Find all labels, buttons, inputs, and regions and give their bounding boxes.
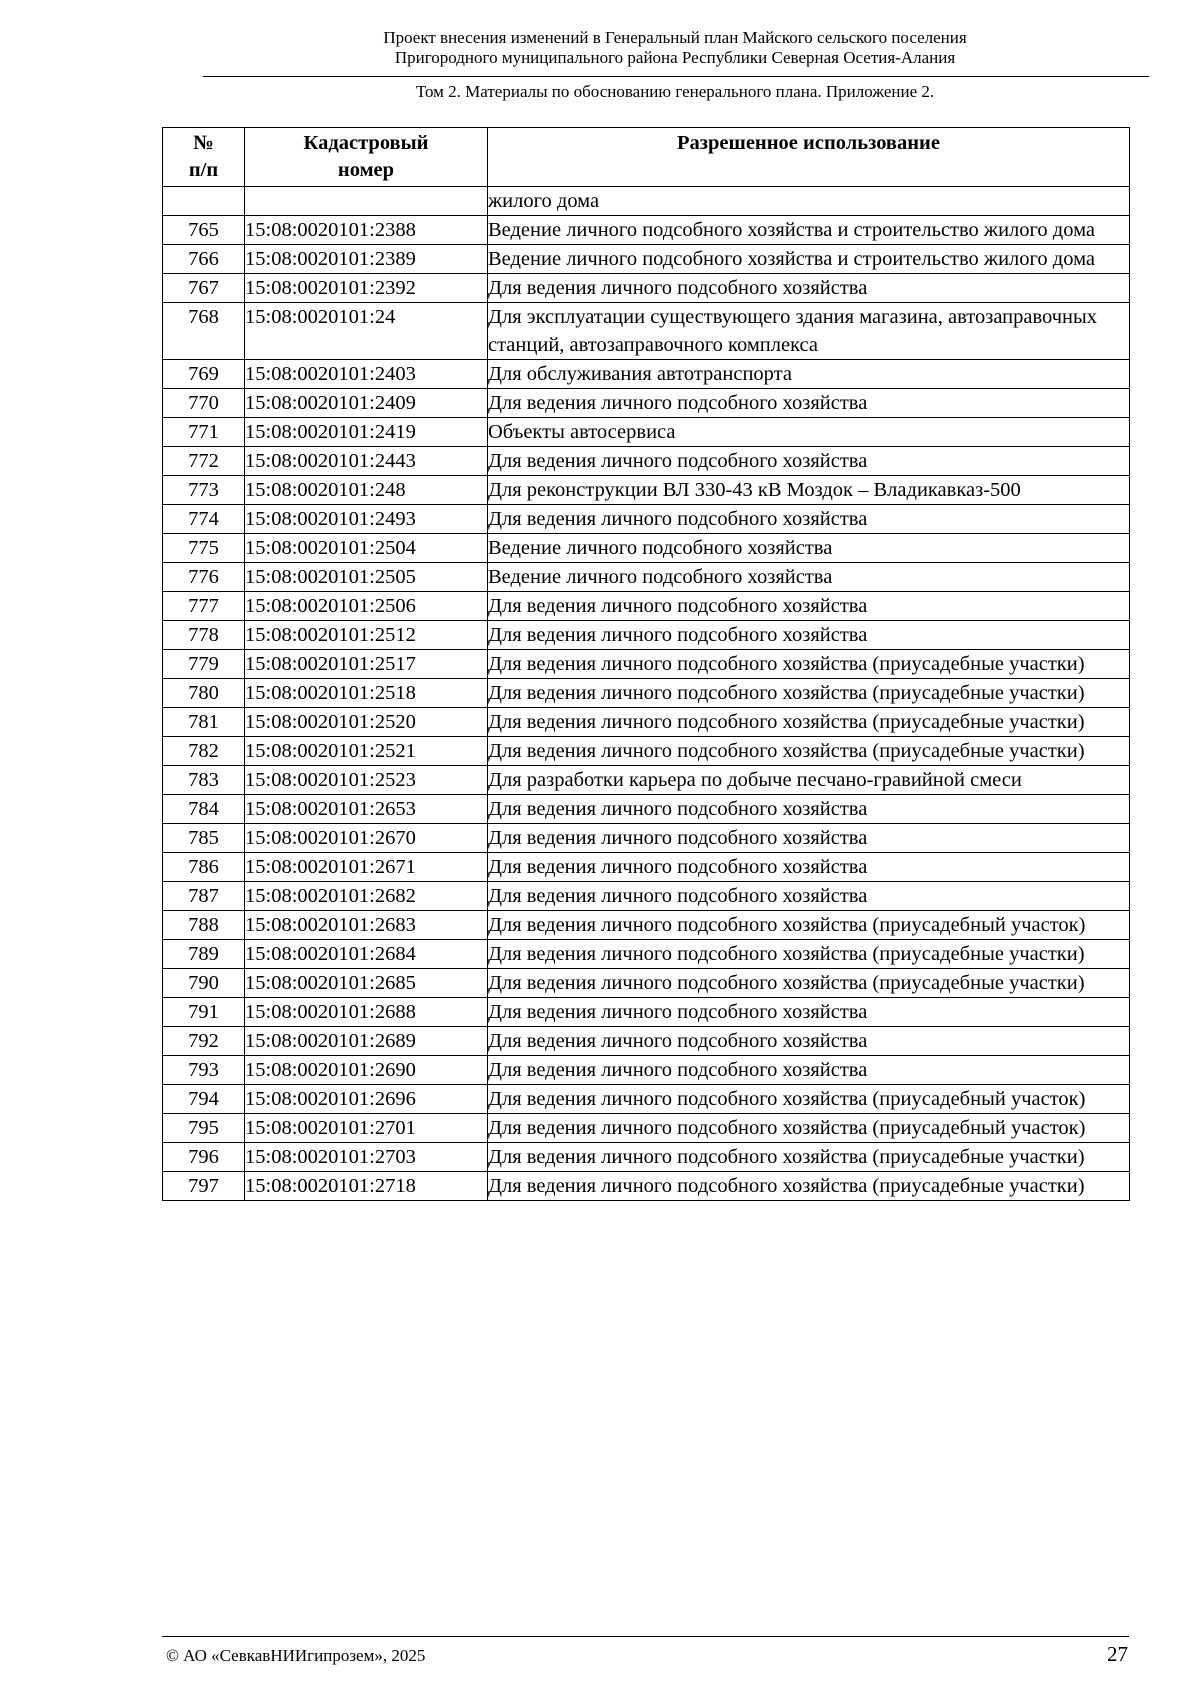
row-number-cell: 778 (163, 621, 245, 650)
row-number-cell: 794 (163, 1085, 245, 1114)
cadastral-number-cell: 15:08:0020101:2701 (245, 1114, 488, 1143)
table-row (163, 824, 1130, 853)
permitted-use-cell: Для ведения личного подсобного хозяйства (488, 1027, 1130, 1056)
table-row (163, 389, 1130, 418)
table-row (163, 1056, 1130, 1085)
table-row (163, 708, 1130, 737)
cadastral-number-cell: 15:08:0020101:2696 (245, 1085, 488, 1114)
permitted-use-cell: Для ведения личного подсобного хозяйства (488, 795, 1130, 824)
permitted-use-cell: Для ведения личного подсобного хозяйства (488, 592, 1130, 621)
row-number-cell: 776 (163, 563, 245, 592)
cadastral-number-cell: 15:08:0020101:2504 (245, 534, 488, 563)
permitted-use-cell: Для ведения личного подсобного хозяйства (приусадебные участки) (488, 679, 1130, 708)
cadastral-number-cell: 15:08:0020101:2443 (245, 447, 488, 476)
cadastral-number-cell: 15:08:0020101:2670 (245, 824, 488, 853)
permitted-use-cell: Для ведения личного подсобного хозяйства (приусадебные участки) (488, 708, 1130, 737)
header-line-2: Пригородного муниципального района Республики Северная Осетия-Алания (394, 48, 956, 67)
cadastral-number-cell: 15:08:0020101:2512 (245, 621, 488, 650)
table-row (163, 303, 1130, 360)
row-number-cell: 775 (163, 534, 245, 563)
permitted-use-cell: жилого дома (488, 187, 1130, 216)
permitted-use-cell: Для ведения личного подсобного хозяйства (приусадебные участки) (488, 1172, 1130, 1201)
table-row (163, 447, 1130, 476)
column-header-number-line2: п/п (188, 159, 219, 181)
cadastral-number-cell: 15:08:0020101:2671 (245, 853, 488, 882)
permitted-use-cell: Для эксплуатации существующего здания магазина, автозаправочных станций, автозаправочного комплекса (488, 303, 1130, 360)
row-number-cell: 787 (163, 882, 245, 911)
row-number-cell: 773 (163, 476, 245, 505)
row-number-cell: 770 (163, 389, 245, 418)
permitted-use-cell: Для ведения личного подсобного хозяйства (488, 389, 1130, 418)
table-row (163, 592, 1130, 621)
table-row (163, 187, 1130, 216)
permitted-use-cell: Для ведения личного подсобного хозяйства (приусадебный участок) (488, 911, 1130, 940)
cadastral-number-cell: 15:08:0020101:2388 (245, 216, 488, 245)
cadastral-number-cell: 15:08:0020101:2389 (245, 245, 488, 274)
row-number-cell: 791 (163, 998, 245, 1027)
table-row (163, 940, 1130, 969)
row-number-cell: 765 (163, 216, 245, 245)
table-row (163, 563, 1130, 592)
cadastral-number-cell: 15:08:0020101:2688 (245, 998, 488, 1027)
row-number-cell (163, 187, 245, 216)
table-row (163, 969, 1130, 998)
permitted-use-cell: Для ведения личного подсобного хозяйства (488, 505, 1130, 534)
permitted-use-cell: Для ведения личного подсобного хозяйства (488, 274, 1130, 303)
cadastral-number-cell: 15:08:0020101:2521 (245, 737, 488, 766)
cadastral-number-cell: 15:08:0020101:2409 (245, 389, 488, 418)
row-number-cell: 796 (163, 1143, 245, 1172)
cadastral-number-cell: 15:08:0020101:2690 (245, 1056, 488, 1085)
table-row (163, 795, 1130, 824)
cadastral-number-cell: 15:08:0020101:2392 (245, 274, 488, 303)
cadastral-number-cell: 15:08:0020101:24 (245, 303, 488, 360)
row-number-cell: 784 (163, 795, 245, 824)
permitted-use-cell: Ведение личного подсобного хозяйства и строительство жилого дома (488, 245, 1130, 274)
table-row (163, 737, 1130, 766)
permitted-use-cell: Для ведения личного подсобного хозяйства (приусадебные участки) (488, 940, 1130, 969)
permitted-use-cell: Для ведения личного подсобного хозяйства (приусадебные участки) (488, 737, 1130, 766)
row-number-cell: 789 (163, 940, 245, 969)
header-line-1: Проект внесения изменений в Генеральный план Майского сельского поселения (383, 28, 967, 47)
cadastral-number-cell: 15:08:0020101:2653 (245, 795, 488, 824)
table-row (163, 679, 1130, 708)
cadastral-number-cell: 15:08:0020101:2689 (245, 1027, 488, 1056)
permitted-use-cell: Ведение личного подсобного хозяйства (488, 563, 1130, 592)
permitted-use-cell: Для ведения личного подсобного хозяйства (приусадебные участки) (488, 1143, 1130, 1172)
cadastral-number-cell: 15:08:0020101:2419 (245, 418, 488, 447)
table-header-row (163, 128, 1130, 187)
row-number-cell: 785 (163, 824, 245, 853)
table-row (163, 534, 1130, 563)
column-header-cadastral-line2: номер (337, 159, 395, 181)
permitted-use-cell: Для ведения личного подсобного хозяйства (488, 447, 1130, 476)
cadastral-number-cell: 15:08:0020101:2517 (245, 650, 488, 679)
table-row (163, 998, 1130, 1027)
column-header-cadastral (245, 128, 488, 187)
cadastral-number-cell: 15:08:0020101:2520 (245, 708, 488, 737)
footer-copyright: © АО «СевкавНИИгипрозем», 2025 (166, 1646, 426, 1665)
footer-divider (162, 1636, 1129, 1637)
row-number-cell: 786 (163, 853, 245, 882)
column-header-permitted-use: Разрешенное использование (488, 128, 1130, 187)
permitted-use-cell: Для ведения личного подсобного хозяйства (488, 998, 1130, 1027)
row-number-cell: 777 (163, 592, 245, 621)
table-row (163, 245, 1130, 274)
table-row (163, 505, 1130, 534)
cadastral-number-cell: 15:08:0020101:2685 (245, 969, 488, 998)
permitted-use-cell: Для разработки карьера по добыче песчано-гравийной смеси (488, 766, 1130, 795)
permitted-use-cell: Для ведения личного подсобного хозяйства (488, 853, 1130, 882)
row-number-cell: 780 (163, 679, 245, 708)
table-row (163, 216, 1130, 245)
cadastral-number-cell: 15:08:0020101:2505 (245, 563, 488, 592)
row-number-cell: 797 (163, 1172, 245, 1201)
cadastral-number-cell: 15:08:0020101:2683 (245, 911, 488, 940)
table-row (163, 274, 1130, 303)
permitted-use-cell: Для ведения личного подсобного хозяйства (488, 824, 1130, 853)
cadastral-number-cell: 15:08:0020101:2684 (245, 940, 488, 969)
row-number-cell: 783 (163, 766, 245, 795)
permitted-use-cell: Для ведения личного подсобного хозяйства (приусадебный участок) (488, 1085, 1130, 1114)
column-header-number-line1: № (193, 132, 214, 154)
permitted-use-cell: Для ведения личного подсобного хозяйства (488, 621, 1130, 650)
permitted-use-cell: Ведение личного подсобного хозяйства (488, 534, 1130, 563)
row-number-cell: 795 (163, 1114, 245, 1143)
table-row (163, 1027, 1130, 1056)
cadastral-number-cell (245, 187, 488, 216)
permitted-use-cell: Для обслуживания автотранспорта (488, 360, 1130, 389)
header-divider (203, 76, 1149, 77)
cadastral-number-cell: 15:08:0020101:2506 (245, 592, 488, 621)
permitted-use-cell: Для реконструкции ВЛ 330-43 кВ Моздок – Владикавказ-500 (488, 476, 1130, 505)
row-number-cell: 781 (163, 708, 245, 737)
permitted-use-cell: Ведение личного подсобного хозяйства и строительство жилого дома (488, 216, 1130, 245)
row-number-cell: 767 (163, 274, 245, 303)
table-row (163, 911, 1130, 940)
cadastral-number-cell: 15:08:0020101:2682 (245, 882, 488, 911)
permitted-use-cell: Для ведения личного подсобного хозяйства (приусадебный участок) (488, 1114, 1130, 1143)
cadastral-number-cell: 15:08:0020101:2493 (245, 505, 488, 534)
row-number-cell: 774 (163, 505, 245, 534)
table-row (163, 766, 1130, 795)
document-subtitle: Том 2. Материалы по обоснованию генерального плана. Приложение 2. (415, 82, 935, 101)
table-row (163, 1085, 1130, 1114)
row-number-cell: 793 (163, 1056, 245, 1085)
row-number-cell: 772 (163, 447, 245, 476)
table-row (163, 1114, 1130, 1143)
table-row (163, 476, 1130, 505)
column-header-cadastral-line1: Кадастровый (303, 132, 429, 154)
document-header (200, 28, 1150, 68)
cadastral-number-cell: 15:08:0020101:2403 (245, 360, 488, 389)
permitted-use-cell: Для ведения личного подсобного хозяйства (приусадебные участки) (488, 650, 1130, 679)
cadastral-number-cell: 15:08:0020101:2718 (245, 1172, 488, 1201)
row-number-cell: 779 (163, 650, 245, 679)
row-number-cell: 771 (163, 418, 245, 447)
row-number-cell: 788 (163, 911, 245, 940)
table-row (163, 650, 1130, 679)
column-header-number (163, 128, 245, 187)
cadastral-number-cell: 15:08:0020101:2523 (245, 766, 488, 795)
table-row (163, 882, 1130, 911)
row-number-cell: 768 (163, 303, 245, 360)
cadastral-number-cell: 15:08:0020101:248 (245, 476, 488, 505)
cadastral-number-cell: 15:08:0020101:2518 (245, 679, 488, 708)
cadastral-number-cell: 15:08:0020101:2703 (245, 1143, 488, 1172)
row-number-cell: 792 (163, 1027, 245, 1056)
permitted-use-cell: Для ведения личного подсобного хозяйства (приусадебные участки) (488, 969, 1130, 998)
table-row (163, 853, 1130, 882)
permitted-use-cell: Объекты автосервиса (488, 418, 1130, 447)
permitted-use-cell: Для ведения личного подсобного хозяйства (488, 1056, 1130, 1085)
permitted-use-cell: Для ведения личного подсобного хозяйства (488, 882, 1130, 911)
table-row (163, 1143, 1130, 1172)
table-row (163, 360, 1130, 389)
table-row (163, 418, 1130, 447)
row-number-cell: 769 (163, 360, 245, 389)
row-number-cell: 782 (163, 737, 245, 766)
row-number-cell: 790 (163, 969, 245, 998)
page-number: 27 (1107, 1642, 1128, 1666)
table-body (163, 187, 1130, 1201)
table-row (163, 1172, 1130, 1201)
table-row (163, 621, 1130, 650)
cadastral-table (162, 127, 1130, 1201)
row-number-cell: 766 (163, 245, 245, 274)
